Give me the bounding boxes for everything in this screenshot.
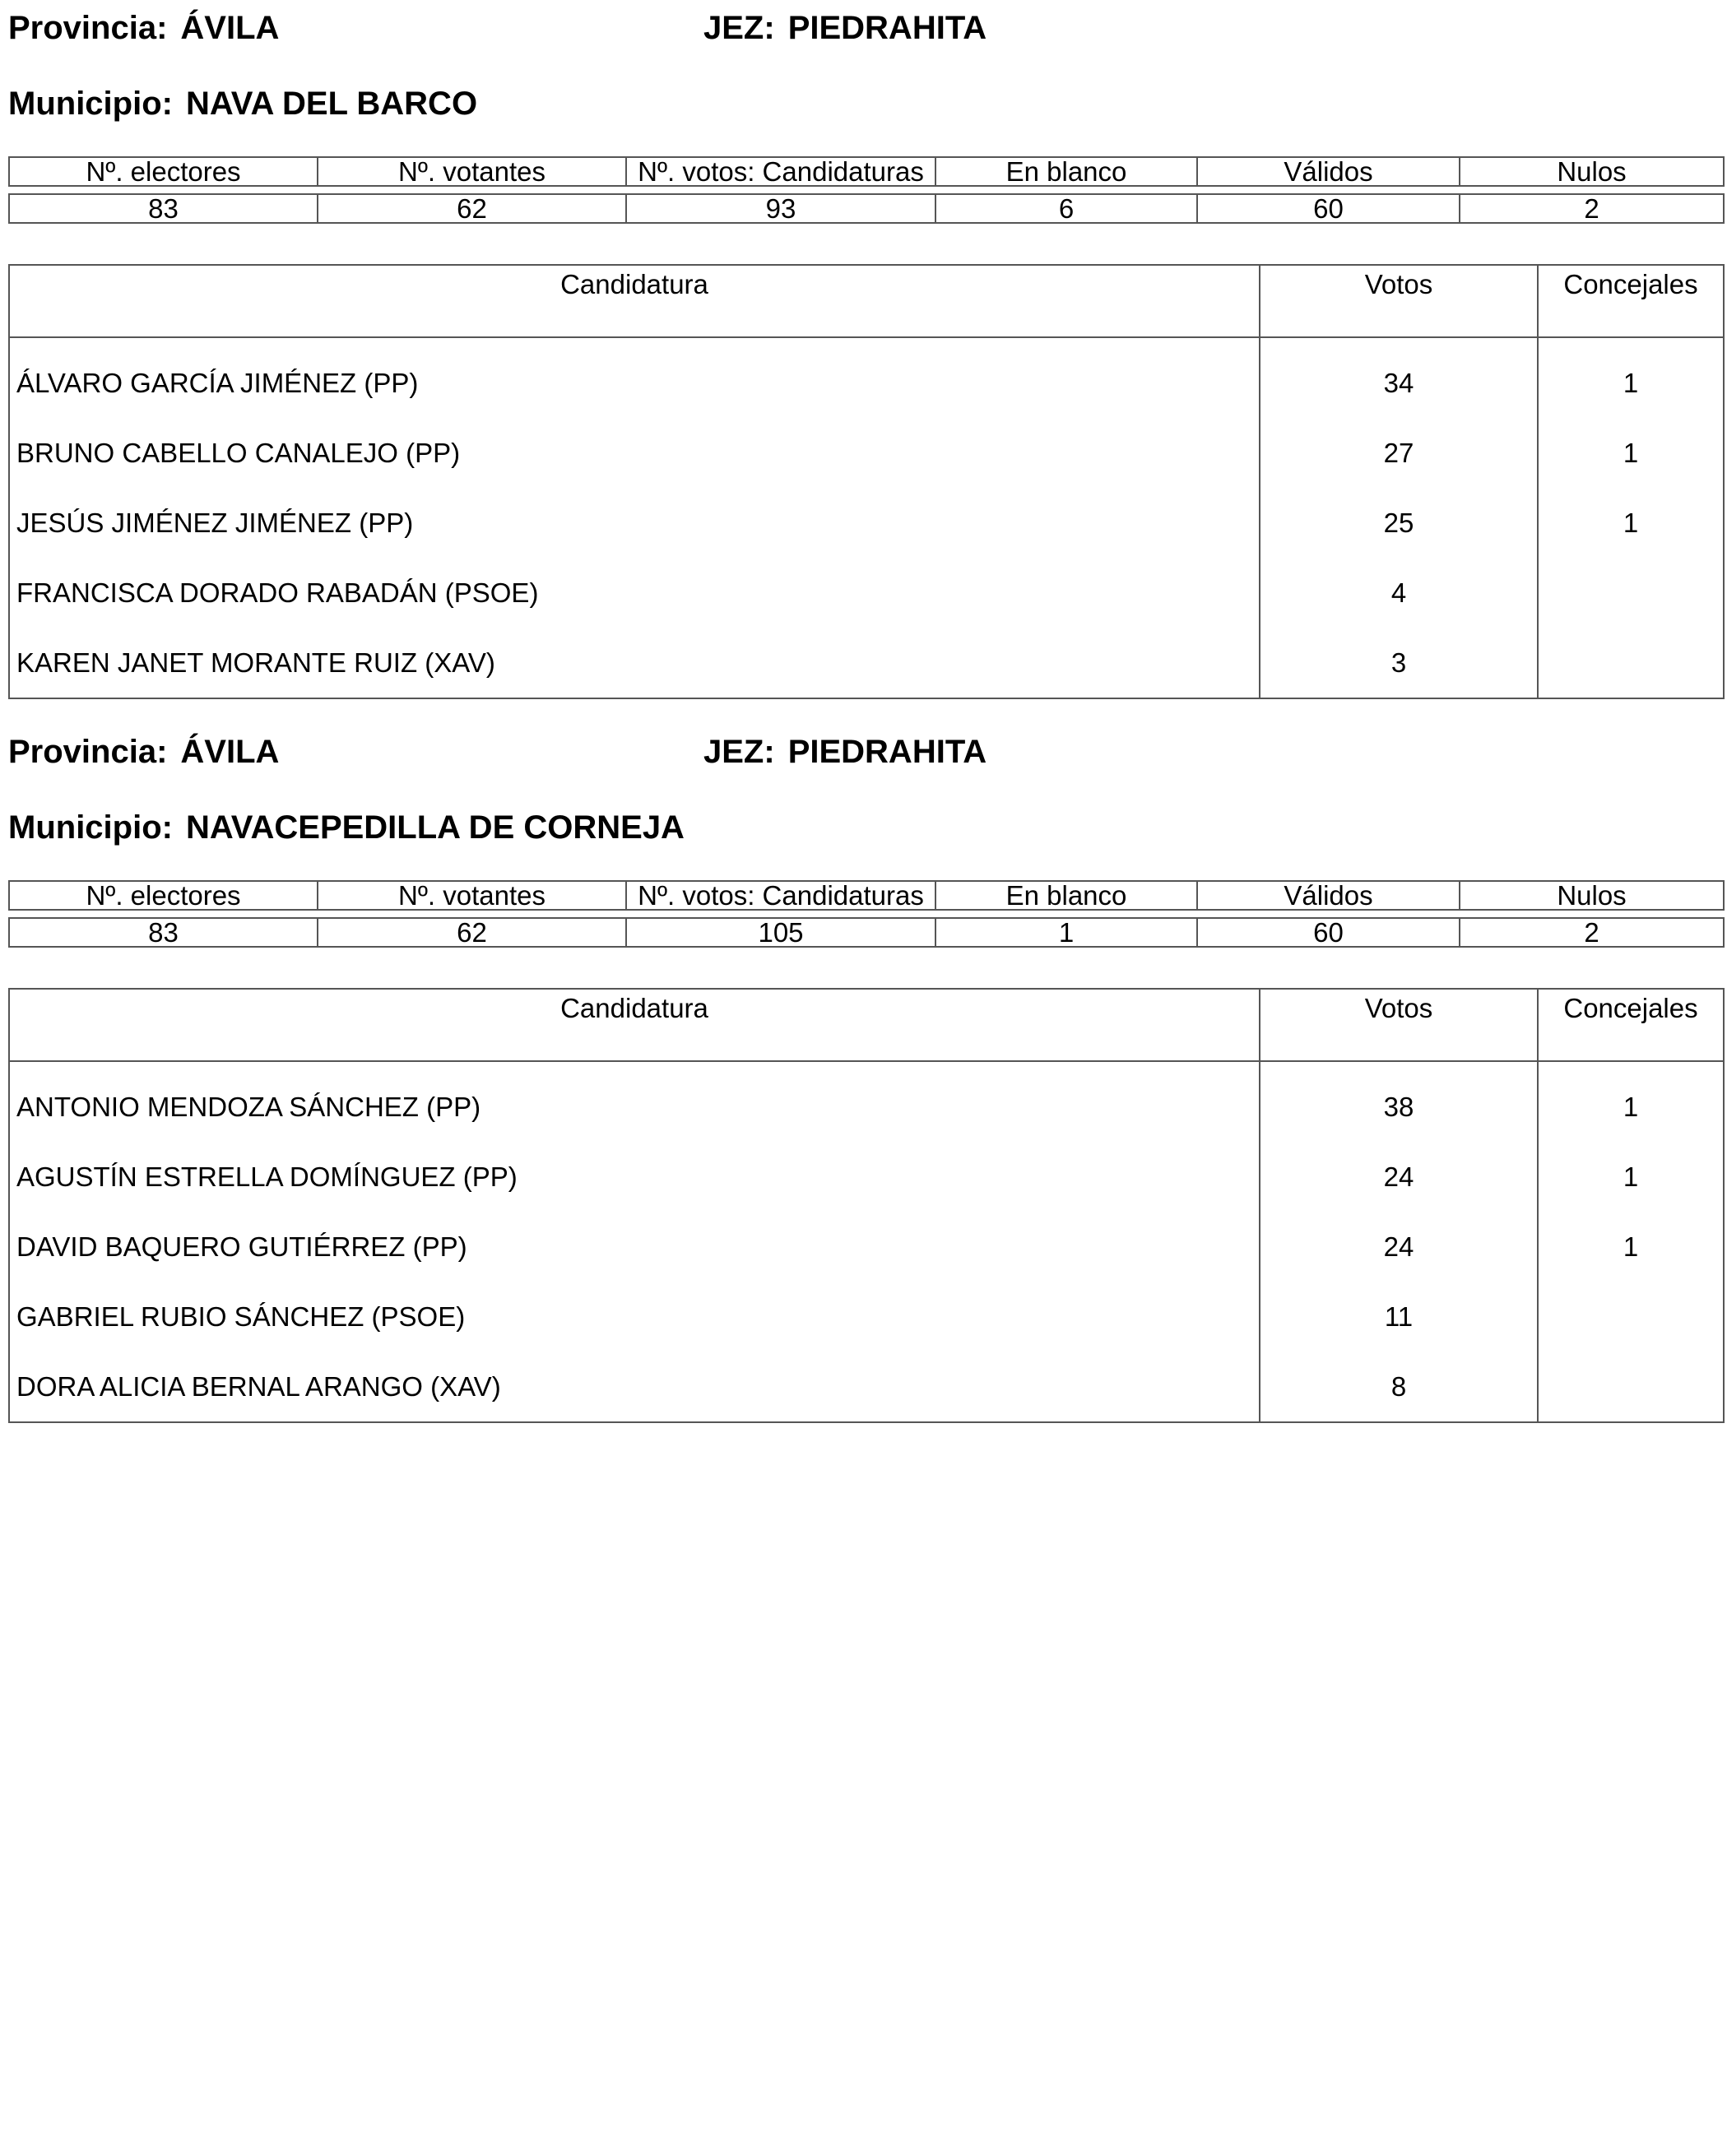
candidates-table	[8, 264, 1725, 699]
candidate-concejales: 1	[1538, 488, 1724, 558]
summary-gap	[9, 910, 1724, 918]
header-electores: Nº. electores	[9, 157, 318, 186]
candidate-votos: 8	[1260, 1352, 1538, 1422]
header-votos-candidaturas: Nº. votos: Candidaturas	[626, 881, 935, 910]
value-electores: 83	[9, 918, 318, 947]
municipio-value: NAVACEPEDILLA DE CORNEJA	[185, 809, 685, 846]
value-en-blanco: 1	[935, 918, 1197, 947]
municipio-section-2	[8, 724, 1723, 1415]
value-nulos: 2	[1460, 194, 1724, 223]
header-candidatura: Candidatura	[9, 989, 1260, 1061]
value-nulos: 2	[1460, 918, 1724, 947]
candidate-votos: 34	[1260, 348, 1538, 418]
header-concejales: Concejales	[1538, 989, 1724, 1061]
spacer	[1260, 337, 1538, 348]
provincia-value: ÁVILA	[180, 734, 280, 770]
value-en-blanco: 6	[935, 194, 1197, 223]
summary-value-row	[9, 918, 1724, 947]
jez-heading	[703, 735, 987, 768]
candidates-table	[8, 988, 1725, 1423]
candidate-concejales	[1538, 1282, 1724, 1352]
header-electores: Nº. electores	[9, 881, 318, 910]
header-validos: Válidos	[1197, 157, 1460, 186]
candidate-name: ÁLVARO GARCÍA JIMÉNEZ (PP)	[9, 348, 1260, 418]
header-votantes: Nº. votantes	[318, 881, 626, 910]
provincia-heading	[8, 735, 279, 768]
candidates-header-row	[9, 989, 1724, 1061]
spacer	[1260, 1061, 1538, 1072]
spacer	[1538, 337, 1724, 348]
candidate-votos: 25	[1260, 488, 1538, 558]
summary-header-row	[9, 157, 1724, 186]
header-nulos: Nulos	[1460, 881, 1724, 910]
candidate-row	[9, 1212, 1724, 1282]
candidate-votos: 24	[1260, 1142, 1538, 1212]
header-candidatura: Candidatura	[9, 265, 1260, 337]
summary-gap	[9, 186, 1724, 194]
value-votantes: 62	[318, 194, 626, 223]
header-nulos: Nulos	[1460, 157, 1724, 186]
municipio-heading	[8, 87, 477, 120]
candidate-votos: 4	[1260, 558, 1538, 628]
candidate-name: JESÚS JIMÉNEZ JIMÉNEZ (PP)	[9, 488, 1260, 558]
summary-header-row	[9, 881, 1724, 910]
candidate-row	[9, 348, 1724, 418]
jez-label: JEZ:	[703, 10, 775, 46]
value-validos: 60	[1197, 918, 1460, 947]
candidate-name: DAVID BAQUERO GUTIÉRREZ (PP)	[9, 1212, 1260, 1282]
summary-value-row	[9, 194, 1724, 223]
candidate-row	[9, 628, 1724, 698]
summary-table	[8, 156, 1725, 224]
candidate-name: GABRIEL RUBIO SÁNCHEZ (PSOE)	[9, 1282, 1260, 1352]
candidate-name: FRANCISCA DORADO RABADÁN (PSOE)	[9, 558, 1260, 628]
candidate-row	[9, 1282, 1724, 1352]
provincia-heading	[8, 12, 279, 44]
candidate-concejales	[1538, 558, 1724, 628]
candidate-concejales	[1538, 1352, 1724, 1422]
municipio-label: Municipio:	[8, 809, 173, 846]
provincia-value: ÁVILA	[180, 10, 280, 46]
value-electores: 83	[9, 194, 318, 223]
provincia-label: Provincia:	[8, 10, 168, 46]
value-votos-candidaturas: 93	[626, 194, 935, 223]
candidate-name: DORA ALICIA BERNAL ARANGO (XAV)	[9, 1352, 1260, 1422]
candidate-row	[9, 1072, 1724, 1142]
candidate-votos: 27	[1260, 418, 1538, 488]
candidate-concejales: 1	[1538, 1072, 1724, 1142]
candidate-concejales: 1	[1538, 418, 1724, 488]
jez-value: PIEDRAHITA	[787, 10, 987, 46]
candidate-votos: 38	[1260, 1072, 1538, 1142]
header-concejales: Concejales	[1538, 265, 1724, 337]
candidate-name: ANTONIO MENDOZA SÁNCHEZ (PP)	[9, 1072, 1260, 1142]
candidate-row	[9, 1352, 1724, 1422]
municipio-label: Municipio:	[8, 86, 173, 122]
candidate-concejales	[1538, 628, 1724, 698]
candidate-concejales: 1	[1538, 348, 1724, 418]
header-en-blanco: En blanco	[935, 157, 1197, 186]
candidate-row	[9, 418, 1724, 488]
header-votos-candidaturas: Nº. votos: Candidaturas	[626, 157, 935, 186]
municipio-section-1	[8, 0, 1723, 691]
value-votos-candidaturas: 105	[626, 918, 935, 947]
candidate-concejales: 1	[1538, 1212, 1724, 1282]
jez-heading	[703, 12, 987, 44]
candidate-votos: 24	[1260, 1212, 1538, 1282]
candidates-header-row	[9, 265, 1724, 337]
spacer	[9, 337, 1260, 348]
value-votantes: 62	[318, 918, 626, 947]
header-validos: Válidos	[1197, 881, 1460, 910]
provincia-label: Provincia:	[8, 734, 168, 770]
candidate-name: AGUSTÍN ESTRELLA DOMÍNGUEZ (PP)	[9, 1142, 1260, 1212]
header-votos: Votos	[1260, 265, 1538, 337]
header-votos: Votos	[1260, 989, 1538, 1061]
jez-label: JEZ:	[703, 734, 775, 770]
candidate-row	[9, 558, 1724, 628]
summary-table	[8, 880, 1725, 948]
candidate-concejales: 1	[1538, 1142, 1724, 1212]
candidate-name: KAREN JANET MORANTE RUIZ (XAV)	[9, 628, 1260, 698]
spacer	[9, 1061, 1260, 1072]
municipio-heading	[8, 811, 685, 844]
candidate-votos: 11	[1260, 1282, 1538, 1352]
value-validos: 60	[1197, 194, 1460, 223]
candidate-row	[9, 1142, 1724, 1212]
candidate-name: BRUNO CABELLO CANALEJO (PP)	[9, 418, 1260, 488]
jez-value: PIEDRAHITA	[787, 734, 987, 770]
candidate-row	[9, 488, 1724, 558]
header-votantes: Nº. votantes	[318, 157, 626, 186]
municipio-value: NAVA DEL BARCO	[185, 86, 478, 122]
spacer	[1538, 1061, 1724, 1072]
candidate-votos: 3	[1260, 628, 1538, 698]
header-en-blanco: En blanco	[935, 881, 1197, 910]
